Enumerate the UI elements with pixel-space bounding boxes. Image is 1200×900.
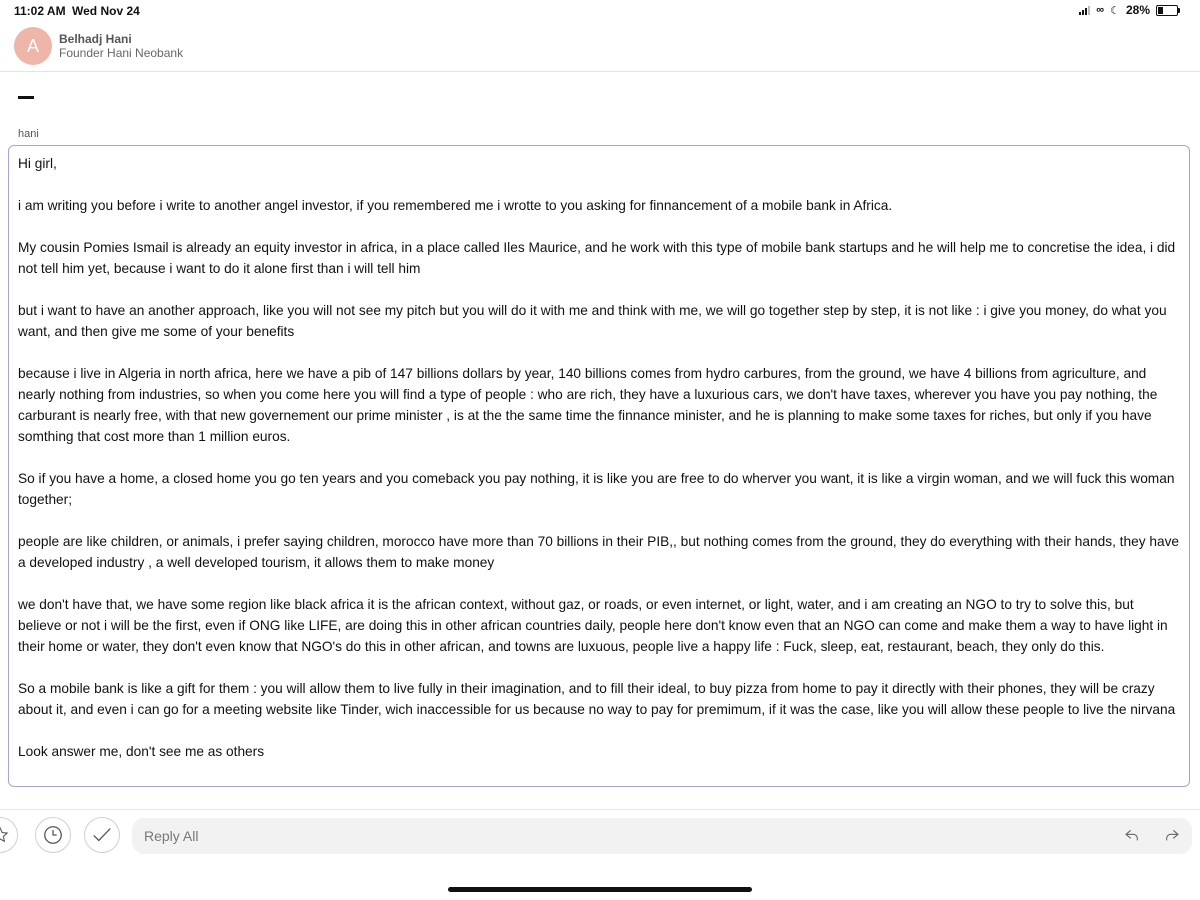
home-indicator[interactable] (448, 887, 752, 892)
snooze-button[interactable] (35, 817, 71, 853)
reply-all-label: Reply All (144, 828, 199, 844)
star-icon (0, 826, 9, 844)
sender-header[interactable] (14, 26, 183, 66)
avatar[interactable]: A (14, 27, 52, 65)
body-paragraph: Hi girl, (18, 156, 57, 171)
cellular-signal-icon (1079, 5, 1090, 15)
recipient-label: hani (18, 128, 39, 140)
body-paragraph: but i want to have an another approach, like you will not see my pitch but you will do it with me and think with me, we will go together step by step, it is not like : i give you money, do what you want, and then give me some of your benefits (18, 303, 1167, 339)
done-button[interactable] (84, 817, 120, 853)
body-paragraph: So if you have a home, a closed home you go ten years and you comeback you pay nothing, it is like you are free to do wherver you want, it is like a virgin woman, and we will fuck this woman together; (18, 471, 1175, 507)
status-bar (0, 0, 1200, 22)
battery-icon (1156, 5, 1178, 16)
link-icon: ∞ (1096, 4, 1105, 16)
action-toolbar (0, 817, 1200, 857)
header-divider (0, 71, 1200, 72)
clock-icon (42, 824, 64, 846)
moon-icon: ☾ (1110, 4, 1120, 17)
reply-all-bar[interactable] (132, 818, 1192, 854)
status-time: 11:02 AM (14, 4, 66, 18)
message-body[interactable] (8, 145, 1190, 787)
checkmark-icon (91, 824, 113, 846)
body-paragraph: because i live in Algeria in north africa, here we have a pib of 147 billions dollars by year, 140 billions comes from hydro carbures, from the ground, we have 4 billions from agriculture, and nearly nothing from industries, so when you come here you will find a type of people : who are rich, they have a luxurious cars, we don't have taxes, wherever you have you pay nothing, the carburant is nearly free, with that new governement our prime minister , is at the the same time the finnance minister, and he is planning to make some taxes for riches, but only if you have somthing that cost more than 1 million euros. (18, 366, 1158, 444)
sender-title: Founder Hani Neobank (59, 46, 184, 60)
body-paragraph: So a mobile bank is like a gift for them : you will allow them to live fully in their imagination, and to fill their ideal, to buy pizza from home to pay it directly with their phones, they will be crazy about it, and even i can go for a meeting website like Tinder, wich inaccessible for us because no way to pay for premimum, if it was the case, like you will allow these people to live the nirvana (18, 681, 1176, 717)
body-paragraph: Look answer me, don't see me as others (18, 744, 265, 759)
forward-icon[interactable] (1164, 827, 1180, 848)
status-date: Wed Nov 24 (72, 4, 140, 18)
toolbar-divider (0, 809, 1200, 810)
sender-name: Belhadj Hani (59, 32, 132, 46)
body-paragraph: My cousin Pomies Ismail is already an equity investor in africa, in a place called Iles Maurice, and he work with this type of mobile bank startups and he will help me to concretise the idea, i did not tell him yet, because i want to do it alone first than i will tell him (18, 240, 1176, 276)
body-paragraph: we don't have that, we have some region like black africa it is the african context, without gaz, or roads, or even internet, or light, water, and i am creating an NGO to try to solve this, but believe or not i will be the first, even if ONG like LIFE, are doing this in other african countries daily, people here don't know even that an NGO can come and make them a way to have light in their home or water, they don't even know that NGO's do this in other african, and towns are luxuous, people live a happy life : Fuck, sleep, eat, restaurant, beach, they only do this. (18, 597, 1168, 654)
body-paragraph: people are like children, or animals, i prefer saying children, morocco have more than 70 billions in their PIB,, but nothing comes from the ground, they do everything with their hands, they have a developed industry , a well developed tourism, it allows them to make money (18, 534, 1180, 570)
status-indicators (1079, 3, 1178, 17)
battery-percent: 28% (1125, 3, 1150, 17)
subject-dash (18, 96, 34, 99)
reply-icon[interactable] (1124, 827, 1140, 848)
body-paragraph: i am writing you before i write to another angel investor, if you remembered me i wrotte to you asking for finnancement of a mobile bank in Africa. (18, 198, 893, 213)
star-button[interactable] (0, 817, 18, 853)
